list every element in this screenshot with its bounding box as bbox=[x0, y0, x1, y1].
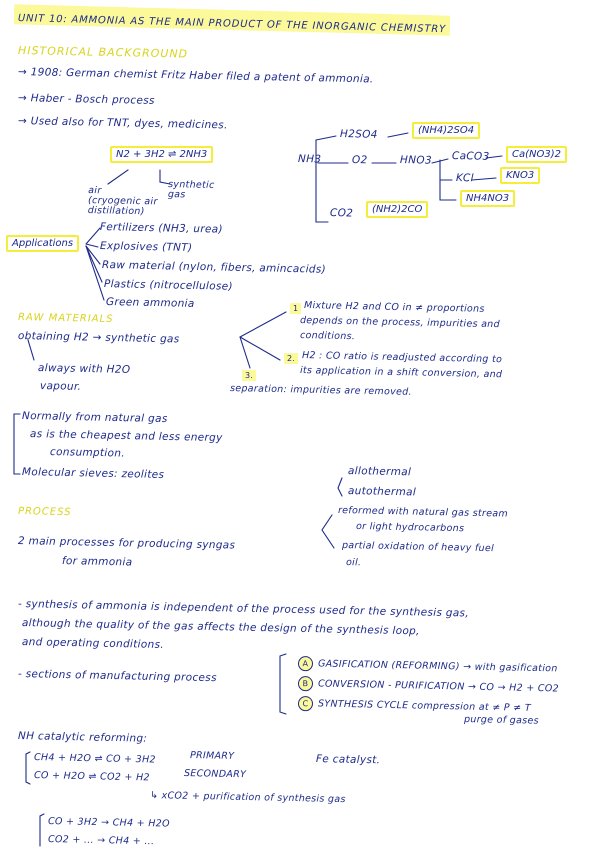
kcl-label: KCl bbox=[455, 172, 474, 185]
h2-source-note: synthetic gas bbox=[167, 179, 215, 201]
for-ammonia: for ammonia bbox=[61, 555, 133, 569]
natural-gas-line: as is the cheapest and less energy bbox=[29, 428, 223, 445]
hno3-label: HNO3 bbox=[399, 154, 433, 167]
vapour-text: vapour. bbox=[39, 380, 82, 393]
point-3-number: 3. bbox=[242, 370, 256, 381]
reaction-methanation-1: CO + 3H2 → CH4 + H2O bbox=[47, 816, 170, 830]
partial-oxidation-line: partial oxidation of heavy fuel bbox=[341, 540, 495, 555]
point-1-line: conditions. bbox=[299, 330, 356, 343]
section-a-text: GASIFICATION (REFORMING) → with gasification bbox=[317, 658, 558, 675]
reaction-secondary: CO + H2O ⇌ CO2 + H2 bbox=[33, 770, 150, 784]
natural-gas-line: Normally from natural gas bbox=[21, 410, 168, 426]
page-title: UNIT 10: AMMONIA AS THE MAIN PRODUCT OF THE INORGANIC CHEMISTRY bbox=[17, 13, 447, 36]
synthesis-line: although the quality of the gas affects the design of the synthesis loop, bbox=[21, 617, 420, 638]
always-h2o: always with H2O bbox=[37, 362, 131, 376]
nh3-label: NH3 bbox=[297, 153, 322, 166]
allothermal-label: allothermal bbox=[347, 465, 412, 479]
potassium-nitrate-box: KNO3 bbox=[500, 167, 540, 184]
point-1-line: Mixture H2 and CO in ≠ proportions bbox=[303, 300, 485, 315]
section-a-letter: A bbox=[298, 656, 313, 671]
urea-box: (NH2)2CO bbox=[366, 201, 428, 218]
caco3-label: CaCO3 bbox=[451, 150, 490, 163]
sections-label: - sections of manufacturing process bbox=[17, 668, 217, 685]
secondary-tag: SECONDARY bbox=[183, 768, 247, 781]
section-c-letter: C bbox=[298, 696, 313, 711]
application-item: Plastics (nitrocellulose) bbox=[103, 278, 233, 293]
ammonium-nitrate-box: NH4NO3 bbox=[460, 190, 515, 207]
ammonium-sulfate-box: (NH4)2SO4 bbox=[412, 122, 480, 139]
point-2-line: H2 : CO ratio is readjusted according to bbox=[301, 350, 503, 366]
raw-materials-heading: RAW MATERIALS bbox=[17, 312, 114, 325]
purification-note: ↳ xCO2 + purification of synthesis gas bbox=[149, 790, 346, 806]
historical-line-1: → 1908: German chemist Fritz Haber filed a patent of ammonia. bbox=[17, 66, 374, 86]
historical-line-2: → Haber - Bosch process bbox=[17, 92, 155, 107]
section-b-text: CONVERSION - PURIFICATION → CO → H2 + CO2 bbox=[317, 678, 559, 695]
point-2-line: its application in a shift conversion, and bbox=[299, 365, 503, 381]
reformed-line: or light hydrocarbons bbox=[355, 521, 465, 535]
autothermal-label: autothermal bbox=[347, 485, 417, 499]
obtaining-h2: obtaining H2 → synthetic gas bbox=[17, 330, 180, 346]
o2-label: O2 bbox=[351, 154, 368, 167]
reaction-primary: CH4 + H2O ⇌ CO + 3H2 bbox=[33, 752, 156, 766]
natural-gas-line: consumption. bbox=[49, 446, 126, 460]
n2-source-note: air (cryogenic air distillation) bbox=[87, 185, 158, 218]
point-1-number: 1 bbox=[290, 303, 301, 314]
application-item: Fertilizers (NH3, urea) bbox=[99, 221, 223, 236]
synthesis-line: - synthesis of ammonia is independent of the process used for the synthesis gas, bbox=[17, 598, 470, 620]
historical-line-3: → Used also for TNT, dyes, medicines. bbox=[17, 115, 228, 132]
historical-heading: HISTORICAL BACKGROUND bbox=[17, 44, 189, 61]
catalyst-note: Fe catalyst. bbox=[315, 753, 381, 767]
purge-note: purge of gases bbox=[463, 714, 539, 727]
primary-tag: PRIMARY bbox=[189, 750, 235, 762]
catalytic-heading: NH catalytic reforming: bbox=[17, 730, 148, 745]
molecular-sieves: Molecular sieves: zeolites bbox=[21, 466, 165, 481]
partial-oxidation-line: oil. bbox=[345, 557, 362, 569]
two-main-processes: 2 main processes for producing syngas bbox=[17, 535, 236, 552]
haber-equation: N2 + 3H2 ⇌ 2NH3 bbox=[110, 146, 213, 163]
synthesis-line: and operating conditions. bbox=[21, 636, 165, 651]
point-3-line: separation: impurities are removed. bbox=[229, 383, 412, 398]
co2-label: CO2 bbox=[329, 207, 354, 220]
section-c-text: SYNTHESIS CYCLE compression at ≠ P ≠ T bbox=[317, 698, 532, 714]
point-1-line: depends on the process, impurities and bbox=[299, 315, 501, 331]
reaction-methanation-2: CO2 + ... → CH4 + ... bbox=[47, 834, 155, 848]
section-b-letter: B bbox=[298, 676, 313, 691]
calcium-nitrate-box: Ca(NO3)2 bbox=[506, 146, 567, 163]
application-item: Raw material (nylon, fibers, amincacids) bbox=[101, 259, 327, 276]
h2so4-label: H2SO4 bbox=[339, 128, 378, 141]
reformed-line: reformed with natural gas stream bbox=[337, 505, 509, 520]
application-item: Green ammonia bbox=[105, 296, 195, 310]
point-2-number: 2. bbox=[284, 353, 298, 364]
applications-box: Applications bbox=[6, 235, 79, 252]
process-heading: PROCESS bbox=[17, 506, 72, 519]
application-item: Explosives (TNT) bbox=[99, 240, 193, 254]
